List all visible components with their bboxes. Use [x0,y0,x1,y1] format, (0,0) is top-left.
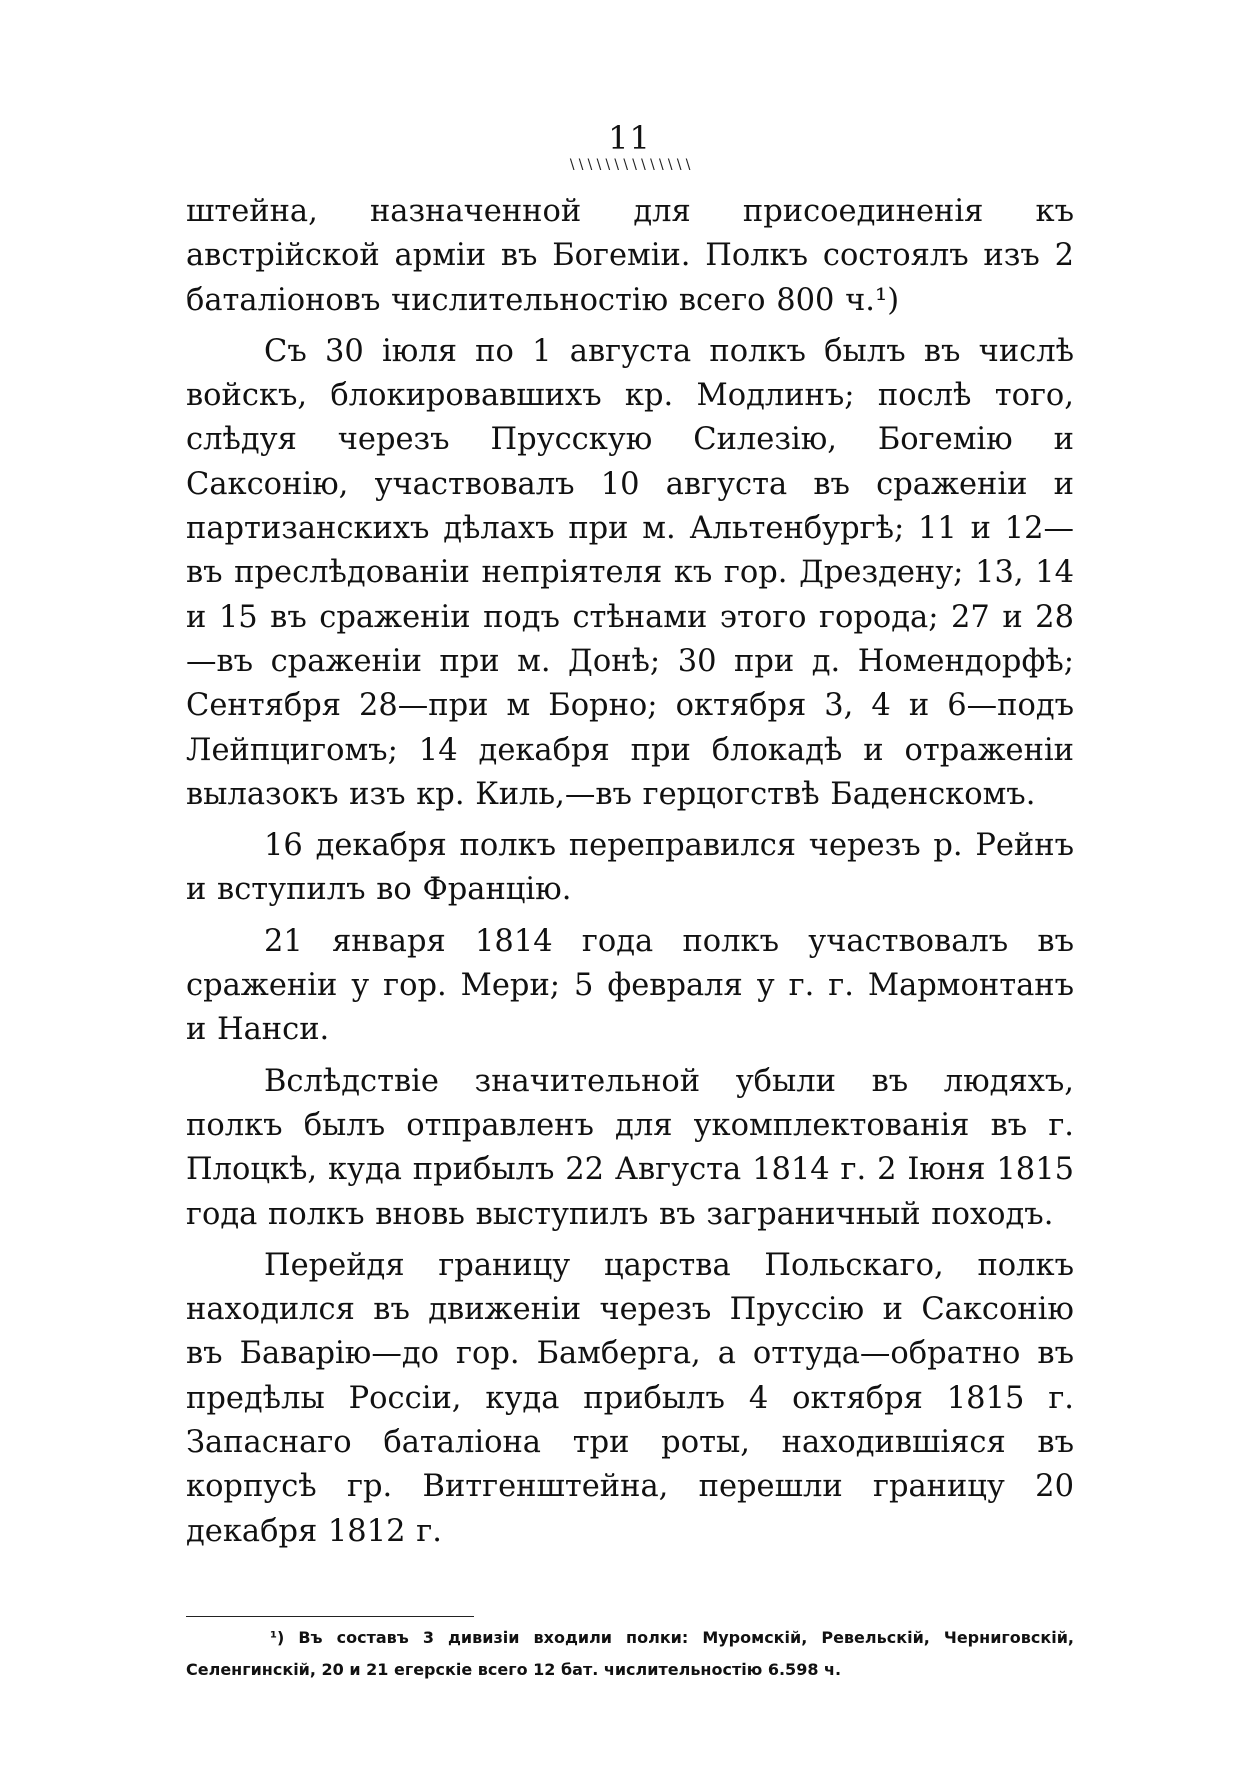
paragraph-return-to-russia: Перейдя границу царства Польскаго, полкъ находился въ движеніи черезъ Пруссію и Саксонію въ Баварію—до гор. Бамберга, а оттуда—обратно въ предѣлы Россіи, куда прибылъ 4 октября 1815 г. Запаснаго баталіона три роты, находившіяся въ корпусѣ гр. Витгенштейна, перешли границу 20 декабря 1812 г. [186,1247,1074,1549]
paragraph-rhine-crossing: 16 декабря полкъ переправился черезъ р. Рейнъ и вступилъ во Францію. [186,828,1074,908]
footnote-rule [186,1616,474,1617]
body-text [186,190,1074,1554]
page-number: 11 [608,119,651,157]
paragraph-battles-1814: 21 января 1814 года полкъ участвовалъ въ сраженіи у гор. Мери; 5 февраля у г. г. Мармонтанъ и Нанси. [186,923,1074,1048]
paragraph-plock-1815: Вслѣдствіе значительной убыли въ людяхъ, полкъ былъ отправленъ для укомплектованія въ г. Плоцкѣ, куда прибылъ 22 Августа 1814 г. 2 Іюня 1815 года полкъ вновь выступилъ въ заграничный походъ. [186,1063,1074,1232]
paragraph-campaign-1813: Съ 30 іюля по 1 августа полкъ былъ въ числѣ войскъ, блокировавшихъ кр. Модлинъ; послѣ того, слѣдуя черезъ Прусскую Силезію, Богемію и Саксонію, участвовалъ 10 августа въ сраженіи и партизанскихъ дѣлахъ при м. Альтенбургѣ; 11 и 12—въ преслѣдованіи непріятеля къ гор. Дрездену; 13, 14 и 15 въ сраженіи подъ стѣнами этого города; 27 и 28—въ сраженіи при м. Донѣ; 30 при д. Номендорфѣ; Сентября 28—при м Борно; октября 3, 4 и 6—подъ Лейпцигомъ; 14 декабря при блокадѣ и отраженіи вылазокъ изъ кр. Киль,—въ герцогствѣ Баденскомъ. [186,333,1074,812]
paragraph-continuation: штейна, назначенной для присоединенія къ австрійской арміи въ Богеміи. Полкъ состоялъ изъ 2 баталіоновъ числительностію всего 800 ч.¹) [186,194,1074,318]
page-number-ornament: ∖∖∖∖∖∖∖∖∖∖∖∖∖∖ [567,157,692,173]
footnote: ¹) Въ составъ 3 дивизіи входили полки: Муромскій, Ревельскій, Черниговскій, Селенгинскій, 20 и 21 егерскіе всего 12 бат. числительностію 6.598 ч. [186,1628,1074,1679]
